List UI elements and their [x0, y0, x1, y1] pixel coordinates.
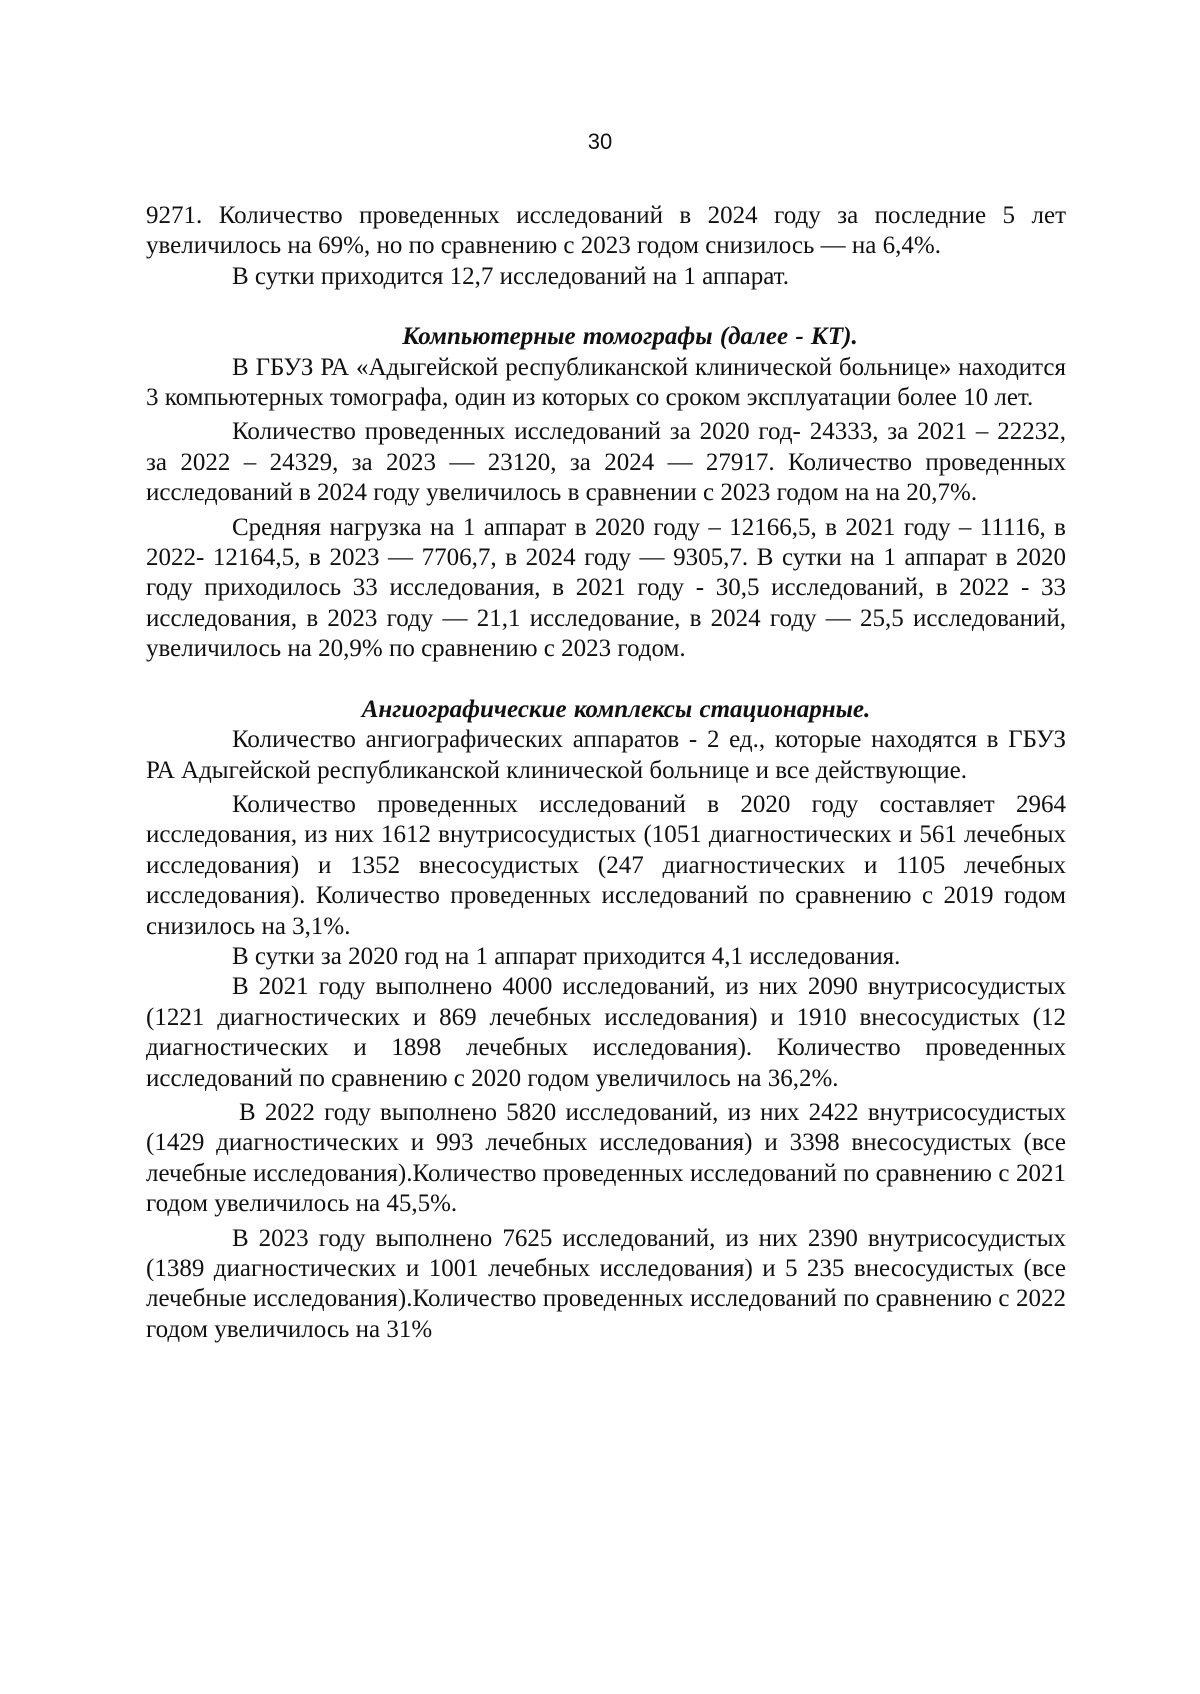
- angio-2020-paragraph: Количество проведенных исследований в 2020 году составляет 2964 исследования, из них 1612 внутрисосудистых (1051 диагностических и 561 лечебных исследования) и 1352 внесосудистых (247 диагностических и 1105 лечебных исследования). Количество проведенных исследований по сравнению с 2019 годом снизилось на 3,1%.: [146, 790, 1066, 940]
- page-number: 30: [587, 129, 613, 154]
- angio-2023-paragraph: В 2023 году выполнено 7625 исследований, из них 2390 внутрисосудистых (1389 диагностических и 1001 лечебных исследования) и 5 235 внесосудистых (все лечебные исследования).Количество проведенных исследований по сравнению с 2022 годом увеличилось на 31%: [146, 1224, 1066, 1343]
- ct-load-paragraph: Средняя нагрузка на 1 аппарат в 2020 году – 12166,5, в 2021 году – 11116, в 2022- 12164,5, в 2023 — 7706,7, в 2024 году — 9305,7. В сутки на 1 аппарат в 2020 году приходилось 33 исследования, в 2021 году - 30,5 исследований, в 2022 - 33 исследования, в 2023 году — 21,1 исследование, в 2024 году — 25,5 исследований, увеличилось на 20,9% по сравнению с 2023 годом.: [146, 513, 1066, 663]
- angio-2022-paragraph: В 2022 году выполнено 5820 исследований, из них 2422 внутрисосудистых (1429 диагностических и 993 лечебных исследования) и 3398 внесосудистых (все лечебные исследования).Количество проведенных исследований по сравнению с 2021 годом увеличилось на 45,5%.: [146, 1098, 1066, 1218]
- section-spacer: [146, 665, 1066, 695]
- section-spacer: [146, 292, 1066, 322]
- intro-daily-paragraph: В сутки приходится 12,7 исследований на 1 аппарат.: [232, 262, 789, 290]
- ct-section-heading: Компьютерные томографы (далее - КТ).: [402, 323, 858, 351]
- intro-paragraph: 9271. Количество проведенных исследований в 2024 году за последние 5 лет увеличилось на 69%, но по сравнению с 2023 годом снизилось — на 6,4%.: [146, 202, 1066, 260]
- angio-section-heading: Ангиографические комплексы стационарные.: [361, 695, 871, 723]
- angio-equipment-paragraph: Количество ангиографических аппаратов - 2 ед., которые находятся в ГБУЗ РА Адыгейской республиканской клинической больнице и все действующие.: [146, 726, 1066, 784]
- ct-equipment-paragraph: В ГБУЗ РА «Адыгейской республиканской клинической больнице» находится 3 компьютерных томографа, один из которых со сроком эксплуатации более 10 лет.: [146, 353, 1066, 412]
- angio-daily-paragraph: В сутки за 2020 год на 1 аппарат приходится 4,1 исследования.: [232, 942, 901, 970]
- document-body: [146, 201, 1066, 1345]
- ct-studies-paragraph: Количество проведенных исследований за 2020 год- 24333, за 2021 – 22232, за 2022 – 24329, за 2023 — 23120, за 2024 — 27917. Количество проведенных исследований в 2024 году увеличилось в сравнении с 2023 годом на на 20,7%.: [146, 418, 1066, 507]
- angio-2021-paragraph: В 2021 году выполнено 4000 исследований, из них 2090 внутрисосудистых (1221 диагностических и 869 лечебных исследования) и 1910 внесосудистых (12 диагностических и 1898 лечебных исследования). Количество проведенных исследований по сравнению с 2020 годом увеличилось на 36,2%.: [146, 973, 1066, 1092]
